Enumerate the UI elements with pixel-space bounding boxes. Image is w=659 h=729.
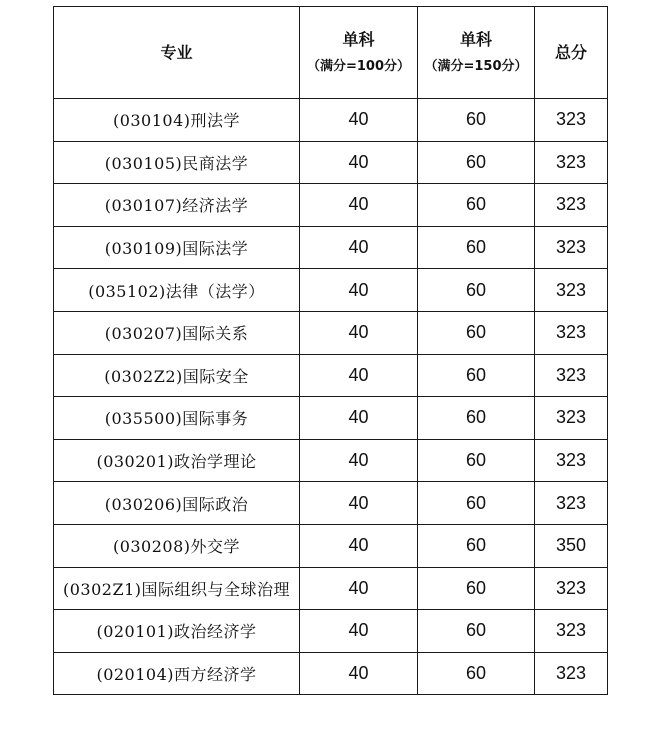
total-score-cell: 323 bbox=[535, 226, 608, 269]
table-row bbox=[54, 652, 608, 695]
score-100-cell: 40 bbox=[300, 141, 418, 184]
score-100-cell: 40 bbox=[300, 482, 418, 525]
score-table bbox=[53, 6, 608, 695]
major-cell: (030109)国际法学 bbox=[54, 226, 300, 269]
score-150-cell: 60 bbox=[418, 397, 535, 440]
total-score-cell: 323 bbox=[535, 482, 608, 525]
major-cell: (020101)政治经济学 bbox=[54, 610, 300, 653]
score-150-cell: 60 bbox=[418, 311, 535, 354]
header-single-100-title: 单科 bbox=[342, 29, 375, 49]
score-150-cell: 60 bbox=[418, 99, 535, 142]
total-score-cell: 323 bbox=[535, 439, 608, 482]
score-100-cell: 40 bbox=[300, 269, 418, 312]
total-score-cell: 323 bbox=[535, 184, 608, 227]
table-row bbox=[54, 99, 608, 142]
major-cell: (030206)国际政治 bbox=[54, 482, 300, 525]
score-150-cell: 60 bbox=[418, 652, 535, 695]
total-score-cell: 323 bbox=[535, 567, 608, 610]
table-row bbox=[54, 354, 608, 397]
header-total bbox=[535, 7, 608, 99]
header-total-label: 总分 bbox=[554, 42, 587, 62]
table-row bbox=[54, 141, 608, 184]
score-100-cell: 40 bbox=[300, 610, 418, 653]
score-150-cell: 60 bbox=[418, 184, 535, 227]
table-row bbox=[54, 482, 608, 525]
table-row bbox=[54, 311, 608, 354]
total-score-cell: 323 bbox=[535, 610, 608, 653]
header-single-150-title: 单科 bbox=[459, 29, 492, 49]
score-100-cell: 40 bbox=[300, 226, 418, 269]
total-score-cell: 323 bbox=[535, 652, 608, 695]
major-cell: (030105)民商法学 bbox=[54, 141, 300, 184]
total-score-cell: 323 bbox=[535, 269, 608, 312]
score-150-cell: 60 bbox=[418, 439, 535, 482]
score-150-cell: 60 bbox=[418, 567, 535, 610]
total-score-cell: 323 bbox=[535, 397, 608, 440]
major-cell: (035102)法律（法学） bbox=[54, 269, 300, 312]
score-150-cell: 60 bbox=[418, 226, 535, 269]
score-100-cell: 40 bbox=[300, 524, 418, 567]
score-100-cell: 40 bbox=[300, 184, 418, 227]
table-row bbox=[54, 397, 608, 440]
score-100-cell: 40 bbox=[300, 397, 418, 440]
table-row bbox=[54, 226, 608, 269]
major-cell: (0302Z2)国际安全 bbox=[54, 354, 300, 397]
score-100-cell: 40 bbox=[300, 439, 418, 482]
major-cell: (030107)经济法学 bbox=[54, 184, 300, 227]
score-150-cell: 60 bbox=[418, 610, 535, 653]
major-cell: (0302Z1)国际组织与全球治理 bbox=[54, 567, 300, 610]
total-score-cell: 323 bbox=[535, 354, 608, 397]
score-150-cell: 60 bbox=[418, 354, 535, 397]
score-100-cell: 40 bbox=[300, 652, 418, 695]
table-body bbox=[54, 99, 608, 695]
header-major-label: 专业 bbox=[160, 42, 193, 62]
score-100-cell: 40 bbox=[300, 311, 418, 354]
score-150-cell: 60 bbox=[418, 482, 535, 525]
score-100-cell: 40 bbox=[300, 354, 418, 397]
score-150-cell: 60 bbox=[418, 269, 535, 312]
major-cell: (035500)国际事务 bbox=[54, 397, 300, 440]
table-row bbox=[54, 184, 608, 227]
table-row bbox=[54, 439, 608, 482]
header-single-100-note: （满分=100分） bbox=[306, 58, 411, 74]
score-100-cell: 40 bbox=[300, 567, 418, 610]
header-single-150-note: （满分=150分） bbox=[424, 58, 528, 74]
table-row bbox=[54, 524, 608, 567]
major-cell: (030104)刑法学 bbox=[54, 99, 300, 142]
header-major bbox=[54, 7, 300, 99]
total-score-cell: 350 bbox=[535, 524, 608, 567]
total-score-cell: 323 bbox=[535, 99, 608, 142]
major-cell: (030208)外交学 bbox=[54, 524, 300, 567]
total-score-cell: 323 bbox=[535, 141, 608, 184]
major-cell: (030201)政治学理论 bbox=[54, 439, 300, 482]
table-row bbox=[54, 269, 608, 312]
table-row bbox=[54, 567, 608, 610]
table-row bbox=[54, 610, 608, 653]
major-cell: (030207)国际关系 bbox=[54, 311, 300, 354]
score-100-cell: 40 bbox=[300, 99, 418, 142]
header-single-150 bbox=[418, 7, 535, 99]
header-row bbox=[54, 7, 608, 99]
header-single-100 bbox=[300, 7, 418, 99]
score-150-cell: 60 bbox=[418, 524, 535, 567]
score-150-cell: 60 bbox=[418, 141, 535, 184]
major-cell: (020104)西方经济学 bbox=[54, 652, 300, 695]
total-score-cell: 323 bbox=[535, 311, 608, 354]
